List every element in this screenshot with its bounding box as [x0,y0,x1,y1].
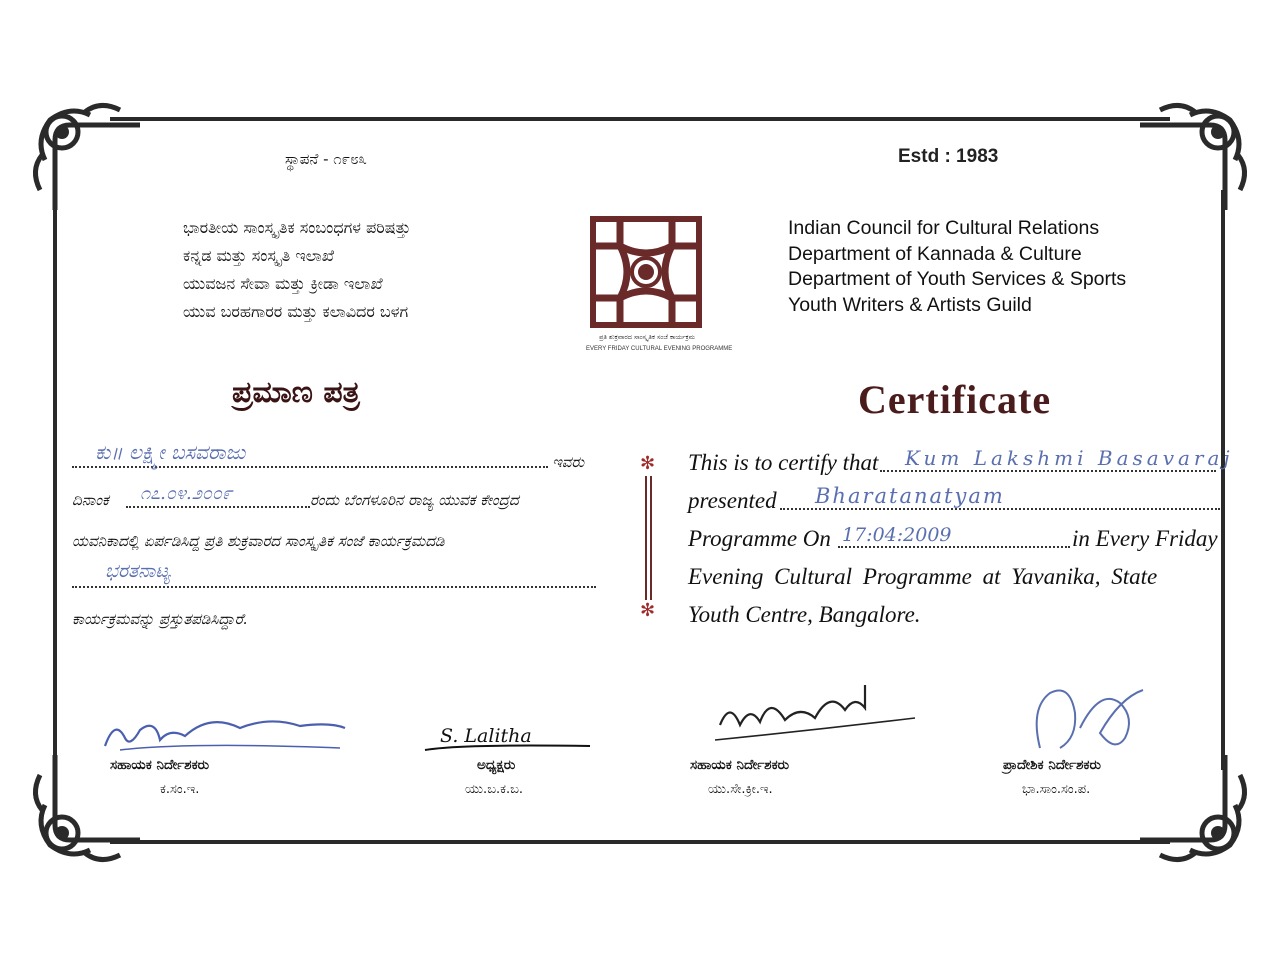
orgs-english-block [788,216,1126,318]
name-dotted-line [72,466,548,468]
orgs-kannada-block [183,214,411,326]
handwritten-programme-english: Bharatanatyam [815,484,1005,508]
org-kannada-line: ಭಾರತೀಯ ಸಾಂಸ್ಕೃತಿಕ ಸಂಬಂಧಗಳ ಪರಿಷತ್ತು [183,218,411,237]
org-english-line: Youth Writers & Artists Guild [788,293,1032,316]
org-kannada-line: ಕನ್ನಡ ಮತ್ತು ಸಂಸ್ಕೃತಿ ಇಲಾಖೆ [183,246,335,265]
handwritten-name-english: Kum Lakshmi Basavaraj [905,446,1234,470]
logo-caption-kannada: ಪ್ರತಿ ಶುಕ್ರವಾರದ ಸಾಂಸ್ಕೃತಿಕ ಸಂಜೆ ಕಾರ್ಯಕ್ರಮ [599,333,695,341]
frame-right-border [1221,190,1225,770]
signature-2-text: S. Lalitha [440,725,532,747]
signatory-abbr: ಭಾ.ಸಾಂ.ಸಂ.ಪ. [1022,782,1091,797]
center-divider [650,476,652,600]
english-line-4: Evening Cultural Programme at Yavanika, State [688,564,1158,589]
org-english-line: Indian Council for Cultural Relations [788,217,1100,239]
signatory-abbr: ಯು.ಬ.ಕ.ಬ. [465,782,524,797]
corner-ornament-top-right-icon [1130,100,1250,220]
signatory-title: ಪ್ರಾದೇಶಿಕ ನಿರ್ದೇಶಕರು [1003,757,1101,773]
english-line-1: This is to certify that [688,450,879,475]
signature-3-icon [705,680,925,755]
handwritten-date-english: 17:04:2009 [842,524,952,546]
divider-bottom-ornament-icon: ✻ [640,600,656,621]
frame-top-border [110,117,1170,121]
estd-english: Estd : 1983 [898,146,999,167]
kannada-line-5: ಕಾರ್ಯಕ್ರಮವನ್ನು ಪ್ರಸ್ತುತಪಡಿಸಿದ್ದಾರೆ. [72,610,248,628]
signature-1-icon [100,708,350,758]
handwritten-date-kannada: ೧೭.೦೪.೨೦೦೯ [140,483,233,504]
divider-top-ornament-icon: ✻ [640,453,656,474]
kannada-date-prefix: ದಿನಾಂಕ [72,491,109,509]
frame-left-border [53,190,57,770]
handwritten-programme-kannada: ಭರತನಾಟ್ಯ [105,560,171,582]
signatory-title: ಅಧ್ಯಕ್ಷರು [477,757,516,773]
title-english: Certificate [858,377,1052,422]
org-english-line: Department of Youth Services & Sports [788,268,1127,290]
kannada-line-1-suffix: ಇವರು [552,453,585,471]
date-dotted-line [126,506,310,508]
org-kannada-line: ಯುವ ಬರಹಗಾರರ ಮತ್ತು ಕಲಾವಿದರ ಬಳಗ [183,302,409,321]
friday-programme-logo-icon [590,216,702,328]
english-date-dotted-line [838,546,1070,548]
org-english-line: Department of Kannada & Culture [788,242,1082,265]
corner-ornament-top-left-icon [30,100,150,220]
title-kannada: ಪ್ರಮಾಣ ಪತ್ರ [232,375,360,410]
logo-caption-english: EVERY FRIDAY CULTURAL EVENING PROGRAMME [586,346,733,352]
english-line-2: presented [688,488,777,513]
kannada-line-2-rest: ರಂದು ಬೆಂಗಳೂರಿನ ರಾಜ್ಯ ಯುವಕ ಕೇಂದ್ರದ [310,491,519,509]
estd-kannada: ಸ್ಥಾಪನೆ - ೧೯೮೩ [285,150,367,168]
english-line-3-suffix: in Every Friday [1072,526,1218,551]
english-line-5: Youth Centre, Bangalore. [688,602,921,627]
programme-dotted-line [72,586,596,588]
signatory-abbr: ಕ.ಸಂ.ಇ. [160,782,200,797]
english-programme-dotted-line [780,508,1220,510]
frame-bottom-border [110,840,1170,844]
signatory-abbr: ಯು.ಸೇ.ಕ್ರೀ.ಇ. [708,782,773,797]
center-divider [645,476,647,600]
kannada-line-3: ಯವನಿಕಾದಲ್ಲಿ ಏರ್ಪಡಿಸಿದ್ದ ಪ್ರತಿ ಶುಕ್ರವಾರದ ಸಾಂಸ್ಕೃತಿಕ ಸಂಜೆ ಕಾರ್ಯಕ್ರಮದಡಿ [72,532,445,550]
signature-4-icon [1025,678,1155,758]
english-line-3-prefix: Programme On [688,526,831,551]
handwritten-name-kannada: ಕು॥ ಲಕ್ಷ್ಮೀ ಬಸವರಾಜು [95,440,246,464]
corner-ornament-bottom-right-icon [1130,745,1250,865]
signatory-title: ಸಹಾಯಕ ನಿರ್ದೇಶಕರು [690,757,790,773]
signatory-title: ಸಹಾಯಕ ನಿರ್ದೇಶಕರು [110,757,210,773]
org-kannada-line: ಯುವಜನ ಸೇವಾ ಮತ್ತು ಕ್ರೀಡಾ ಇಲಾಖೆ [183,274,383,293]
english-name-dotted-line [880,470,1216,472]
